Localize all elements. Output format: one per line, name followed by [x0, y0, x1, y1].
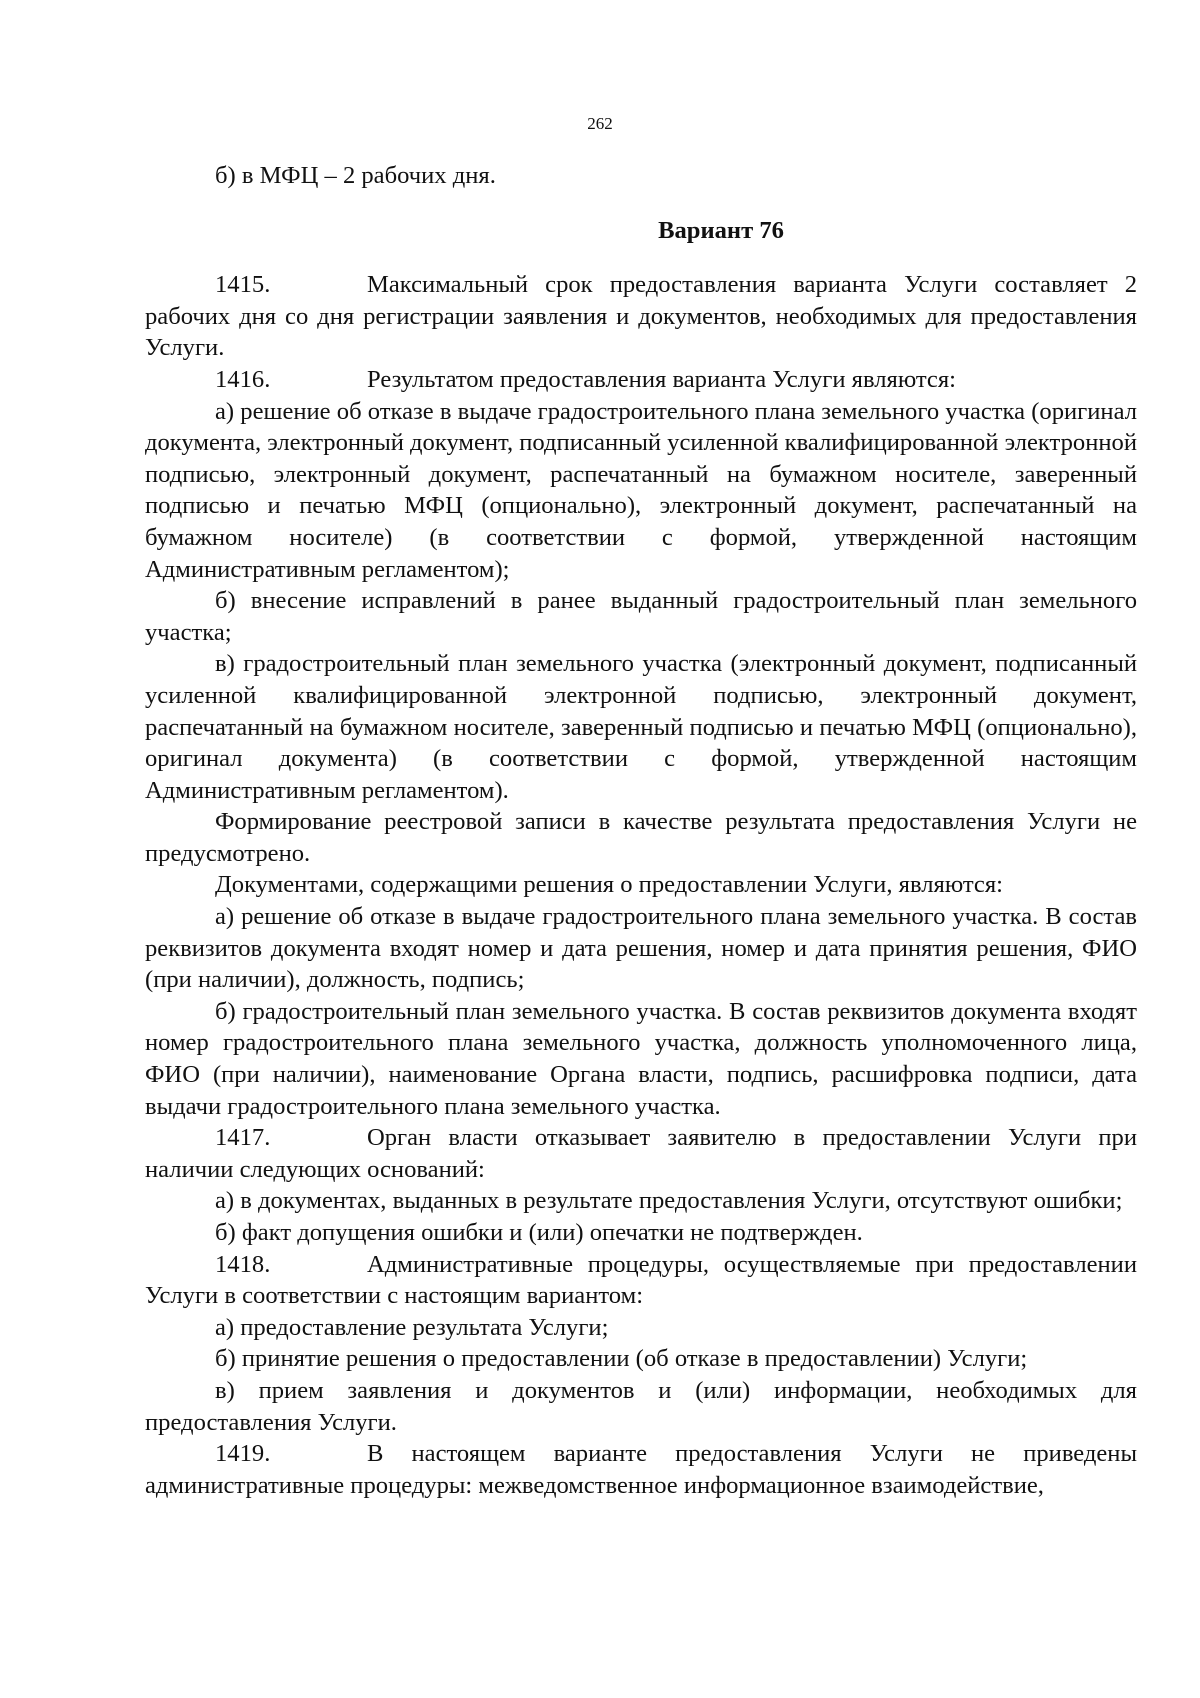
- paragraph: в) градостроительный план земельного участка (электронный документ, подписанный усиленной квалифицированной электронной подписью, электронный документ, распечатанный на бумажном носителе, заверенный подписью и печатью МФЦ (опционально), оригинал документа) (в соответствии с формой, утвержденной настоящим Административным регламентом).: [145, 650, 1137, 804]
- paragraph: б) факт допущения ошибки и (или) опечатки не подтвержден.: [215, 1219, 863, 1246]
- item-text: Максимальный срок предоставления варианта Услуги составляет 2 рабочих дня со дня регистрации заявления и документов, необходимых для предоставления Услуги.: [145, 271, 1137, 362]
- item-1418: [145, 1249, 1137, 1312]
- item-1417: [145, 1122, 1137, 1185]
- paragraph: Документами, содержащими решения о предоставлении Услуги, являются:: [215, 871, 1003, 899]
- item-number: 1419.: [215, 1440, 271, 1468]
- item-text: Орган власти отказывает заявителю в предоставлении Услуги при наличии следующих оснований:: [145, 1124, 1137, 1183]
- section-heading: Вариант 76: [658, 216, 784, 244]
- paragraph: а) решение об отказе в выдаче градостроительного плана земельного участка (оригинал документа, электронный документ, подписанный усиленной квалифицированной электронной подписью, электронный документ, распечатанный на бумажном носителе, заверенный подписью и печатью МФЦ (опционально), электронный документ, распечатанный на бумажном носителе) (в соответствии с формой, утвержденной настоящим Административным регламентом);: [145, 397, 1137, 583]
- item-text: Административные процедуры, осуществляемые при предоставлении Услуги в соответствии с настоящим вариантом:: [145, 1250, 1137, 1310]
- paragraph-top-line: б) в МФЦ – 2 рабочих дня.: [215, 162, 496, 189]
- paragraph: а) предоставление результата Услуги;: [215, 1313, 609, 1341]
- paragraph: б) градостроительный план земельного участка. В состав реквизитов документа входят номер градостроительного плана земельного участка, должность уполномоченного лица, ФИО (при наличии), наименование Органа власти, подпись, расшифровка подписи, дата выдачи градостроительного плана земельного участка.: [145, 997, 1137, 1120]
- item-1416: [145, 364, 1137, 396]
- paragraph: а) в документах, выданных в результате предоставления Услуги, отсутствуют ошибки;: [215, 1187, 1123, 1215]
- paragraph: б) внесение исправлений в ранее выданный градостроительный план земельного участка;: [145, 587, 1137, 646]
- paragraph: а) решение об отказе в выдаче градостроительного плана земельного участка. В состав реквизитов документа входят номер и дата решения, номер и дата принятия решения, ФИО (при наличии), должность, подпись;: [145, 903, 1137, 994]
- item-number: 1418.: [215, 1250, 271, 1278]
- item-number: 1415.: [215, 271, 271, 299]
- item-number: 1416.: [215, 365, 271, 393]
- paragraph: в) прием заявления и документов и (или) информации, необходимых для предоставления Услуги.: [145, 1376, 1137, 1436]
- document-body: [145, 160, 1137, 1501]
- page-number: 262: [587, 114, 613, 133]
- paragraph: б) принятие решения о предоставлении (об отказе в предоставлении) Услуги;: [215, 1345, 1028, 1373]
- paragraph: Формирование реестровой записи в качестве результата предоставления Услуги не предусмотрено.: [145, 808, 1137, 867]
- item-text: Результатом предоставления варианта Услуги являются:: [367, 365, 956, 393]
- item-text: В настоящем варианте предоставления Услуги не приведены административные процедуры: межведомственное информационное взаимодействие,: [145, 1440, 1137, 1499]
- item-1419: [145, 1438, 1137, 1501]
- item-number: 1417.: [215, 1124, 271, 1152]
- item-1415: [145, 269, 1137, 364]
